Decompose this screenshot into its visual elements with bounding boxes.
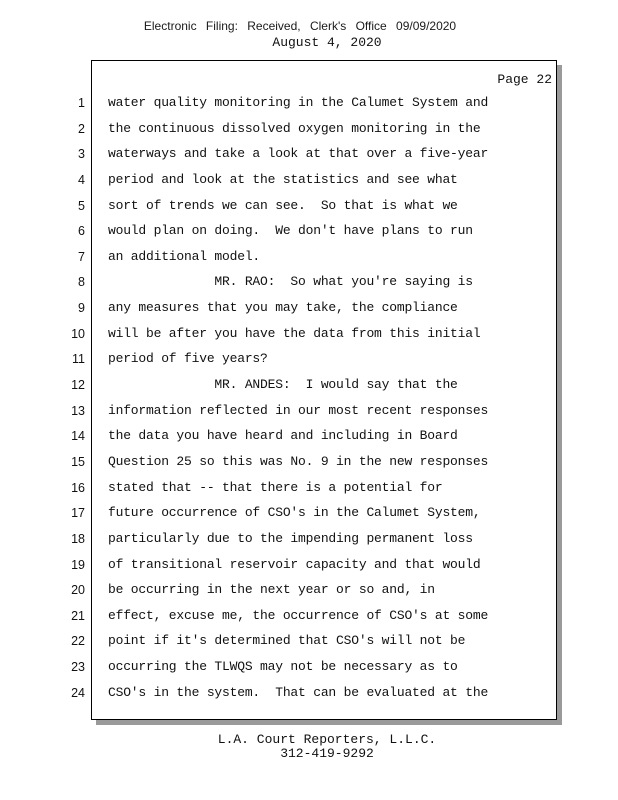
line-number: 13 <box>71 403 85 418</box>
line-number: 22 <box>71 634 85 649</box>
line-number: 2 <box>78 121 85 136</box>
line-number: 18 <box>71 531 85 546</box>
court-reporter-name: L.A. Court Reporters, L.L.C. <box>217 732 437 747</box>
transcript-line: information reflected in our most recent responses <box>108 402 489 418</box>
line-number: 16 <box>71 480 85 495</box>
line-number: 7 <box>78 249 85 264</box>
transcript-line: sort of trends we can see. So that is what we <box>108 197 458 213</box>
line-number: 17 <box>71 506 85 521</box>
transcript-line: MR. RAO: So what you're saying is <box>108 274 473 290</box>
line-number: 14 <box>71 429 85 444</box>
transcript-line: MR. ANDES: I would say that the <box>108 377 458 393</box>
transcript-line: period of five years? <box>108 351 268 367</box>
transcript-line: point if it's determined that CSO's will not be <box>108 633 466 649</box>
transcript-line: stated that -- that there is a potential for <box>108 479 443 495</box>
page-number: Page 22 <box>497 72 552 87</box>
transcript-line: CSO's in the system. That can be evaluated at the <box>108 684 489 700</box>
line-number: 1 <box>78 96 85 110</box>
line-number: 19 <box>71 557 85 572</box>
line-number: 11 <box>72 352 85 367</box>
transcript-line: occurring the TLWQS may not be necessary as to <box>108 659 458 675</box>
transcript-line: be occurring in the next year or so and, in <box>108 582 435 598</box>
line-number: 21 <box>71 608 85 623</box>
transcript-line: particularly due to the impending permanent loss <box>108 530 473 546</box>
transcript-line: period and look at the statistics and see what <box>108 171 458 187</box>
transcript-line: the data you have heard and including in Board <box>108 428 458 444</box>
transcript-line: any measures that you may take, the compliance <box>108 300 458 316</box>
transcript-line: of transitional reservoir capacity and that would <box>108 556 481 572</box>
court-reporter-footer <box>0 733 618 761</box>
transcript-line: water quality monitoring in the Calumet System and <box>108 95 489 110</box>
line-number: 5 <box>78 198 85 213</box>
transcript-line: future occurrence of CSO's in the Calumet System, <box>108 505 481 521</box>
line-number: 10 <box>71 326 85 341</box>
line-number: 20 <box>71 583 85 598</box>
filing-stamp-header: Electronic Filing: Received, Clerk's Office 09/09/2020 <box>143 19 457 33</box>
transcript-line: the continuous dissolved oxygen monitoring in the <box>108 120 481 136</box>
transcript-line: will be after you have the data from this initial <box>108 325 481 341</box>
line-number: 9 <box>78 301 85 316</box>
transcript-line: effect, excuse me, the occurrence of CSO's at some <box>108 607 489 623</box>
line-number: 8 <box>78 275 85 290</box>
line-number: 12 <box>71 378 85 393</box>
line-number-column <box>60 93 85 708</box>
hearing-date: August 4, 2020 <box>272 35 382 50</box>
transcript-line: an additional model. <box>108 248 261 264</box>
line-number: 4 <box>78 172 85 187</box>
line-number: 23 <box>71 660 85 675</box>
court-reporter-phone: 312-419-9292 <box>280 746 374 761</box>
line-number: 3 <box>78 147 85 162</box>
line-number: 24 <box>71 685 85 700</box>
line-number: 6 <box>78 224 85 239</box>
transcript-line: would plan on doing. We don't have plans to run <box>108 223 473 239</box>
line-number: 15 <box>71 454 85 469</box>
transcript-line: Question 25 so this was No. 9 in the new responses <box>108 453 489 469</box>
transcript-line: waterways and take a look at that over a five-year <box>108 146 489 162</box>
transcript-body <box>108 93 548 708</box>
